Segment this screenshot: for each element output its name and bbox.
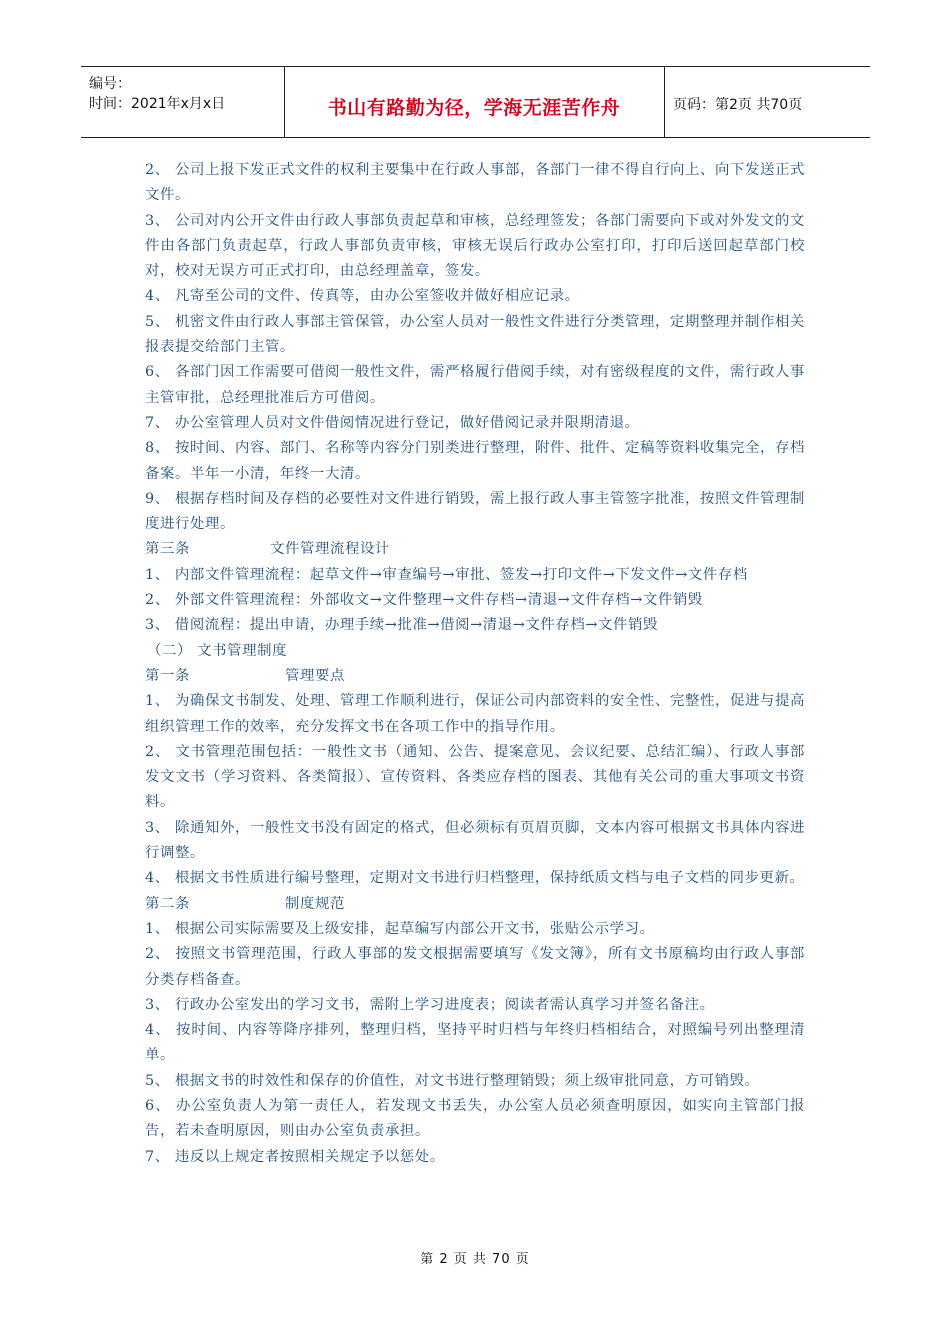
list-item: 1、 为确保文书制发、处理、管理工作顺利进行，保证公司内部资料的安全性、完整性，促进与提高组织管理工作的效率，充分发挥文书在各项工作中的指导作用。 (145, 693, 805, 735)
part-heading: （二） 文书管理制度 (147, 642, 288, 659)
paragraph: 3、 公司对内公开文件由行政人事部负责起草和审核，总经理签发；各部门需要向下或对外发文的文件由各部门负责起草，行政人事部负责审核，审核无误后行政办公室打印，打印后送回起草部门校对，校对无误方可正式打印，由总经理盖章，签发。 (145, 212, 805, 280)
list-item: 3、 行政办公室发出的学习文书，需附上学习进度表；阅读者需认真学习并签名备注。 (145, 996, 715, 1013)
header-right-cell (664, 67, 871, 137)
article-title: 文件管理流程设计 (270, 541, 390, 558)
number-label: 编号： (89, 76, 131, 92)
paragraph: 8、 按时间、内容、部门、名称等内容分门别类进行整理，附件、批件、定稿等资料收集完全，存档备案。半年一小清，年终一大清。 (145, 440, 805, 482)
page-number-label: 页码：第2页 共70页 (673, 97, 803, 113)
section-heading-article-2 (145, 892, 805, 917)
flow-item: 1、 内部文件管理流程：起草文件→审查编号→审批、签发→打印文件→下发文件→文件存档 (145, 566, 748, 583)
list-item: 2、 按照文书管理范围，行政人事部的发文根据需要填写《发文簿》，所有文书原稿均由行政人事部分类存档备查。 (145, 946, 805, 988)
section-heading-article-3 (145, 537, 805, 562)
paragraph: 6、 各部门因工作需要可借阅一般性文件，需严格履行借阅手续，对有密级程度的文件，需行政人事主管审批，总经理批准后方可借阅。 (145, 364, 805, 406)
article-number: 第三条 (145, 541, 190, 558)
time-label: 时间：2021年x月x日 (89, 96, 226, 112)
paragraph: 7、 办公室管理人员对文件借阅情况进行登记，做好借阅记录并限期清退。 (145, 414, 640, 431)
flow-item: 3、 借阅流程：提出申请，办理手续→批准→借阅→清退→文件存档→文件销毁 (145, 617, 658, 634)
paragraph: 9、 根据存档时间及存档的必要性对文件进行销毁，需上报行政人事主管签字批准，按照文件管理制度进行处理。 (145, 490, 805, 533)
article-number: 第一条 (145, 667, 190, 684)
list-item: 6、 办公室负责人为第一责任人，若发现文书丢失，办公室人员必须查明原因，如实向主管部门报告，若未查明原因，则由办公室负责承担。 (145, 1097, 805, 1140)
paragraph: 4、 凡寄至公司的文件、传真等，由办公室签收并做好相应记录。 (145, 288, 580, 305)
document-body (145, 158, 805, 1170)
article-number: 第二条 (145, 895, 190, 912)
article-title: 制度规范 (285, 895, 345, 912)
list-item: 3、 除通知外，一般性文书没有固定的格式，但必须标有页眉页脚，文本内容可根据文书具体内容进行调整。 (145, 819, 805, 862)
list-item: 4、 根据文书性质进行编号整理，定期对文书进行归档整理，保持纸质文档与电子文档的同步更新。 (145, 870, 805, 887)
page-footer: 第 2 页 共 70 页 (420, 1252, 530, 1267)
list-item: 1、 根据公司实际需要及上级安排，起草编写内部公开文书，张贴公示学习。 (145, 920, 655, 937)
flow-item: 2、 外部文件管理流程：外部收文→文件整理→文件存档→清退→文件存档→文件销毁 (145, 592, 703, 609)
header-left-cell (81, 67, 285, 137)
list-item: 7、 违反以上规定者按照相关规定予以惩处。 (145, 1148, 445, 1165)
article-title: 管理要点 (285, 667, 345, 684)
section-heading-article-1 (145, 664, 805, 689)
header-motto: 书山有路勤为径，学海无涯苦作舟 (327, 97, 621, 119)
list-item: 2、 文书管理范围包括：一般性文书（通知、公告、提案意见、会议纪要、总结汇编）、行政人事部发文文书（学习资料、各类简报）、宣传资料、各类应存档的图表、其他有关公司的重大事项文书资料。 (145, 743, 805, 811)
list-item: 4、 按时间、内容等降序排列，整理归档，坚持平时归档与年终归档相结合，对照编号列出整理清单。 (145, 1022, 805, 1064)
list-item: 5、 根据文书的时效性和保存的价值性，对文书进行整理销毁；须上级审批同意，方可销毁。 (145, 1072, 760, 1089)
paragraph: 5、 机密文件由行政人事部主管保管，办公室人员对一般性文件进行分类管理，定期整理并制作相关报表提交给部门主管。 (145, 313, 805, 356)
header-center-cell (285, 67, 663, 137)
page-header (81, 66, 870, 138)
paragraph: 2、 公司上报下发正式文件的权利主要集中在行政人事部，各部门一律不得自行向上、向下发送正式文件。 (145, 162, 805, 204)
